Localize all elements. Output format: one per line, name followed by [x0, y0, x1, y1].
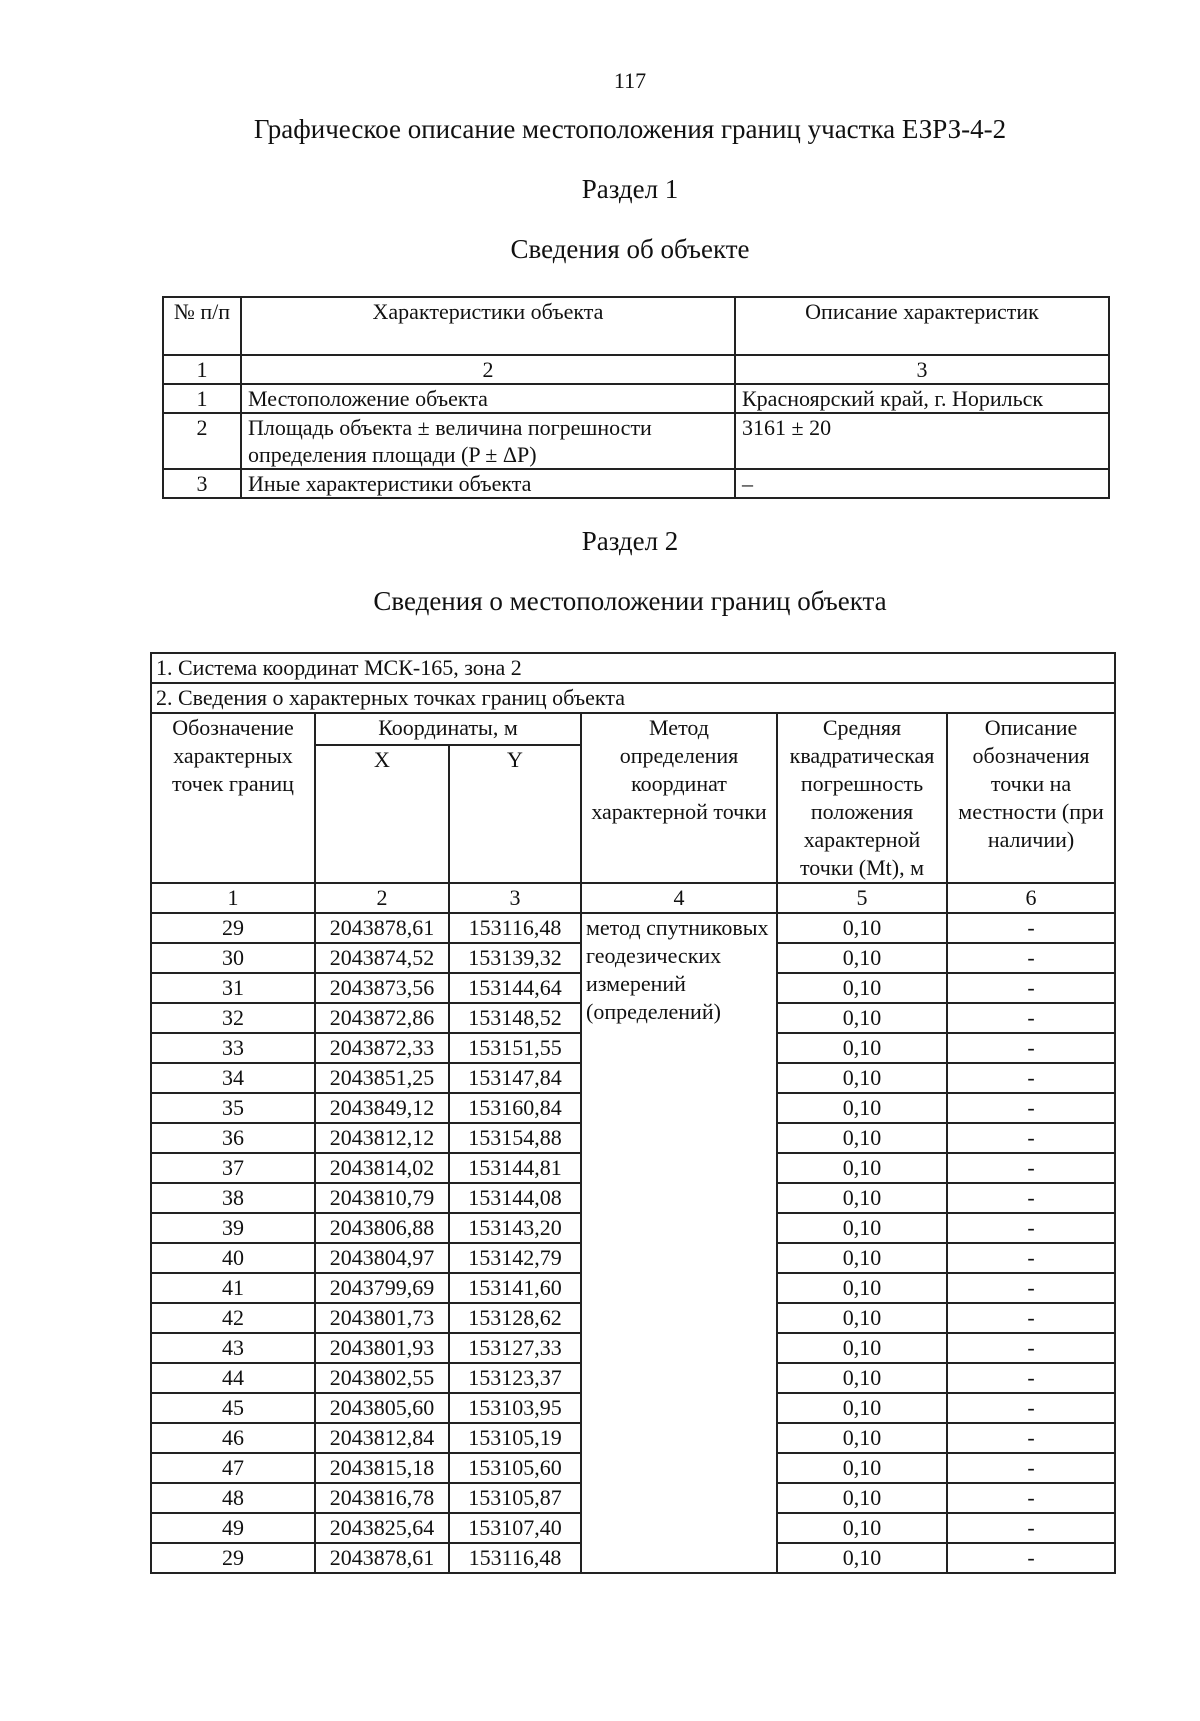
- coord-x: 2043878,61: [315, 913, 449, 943]
- coord-y: 153144,08: [449, 1183, 581, 1213]
- coord-x: 2043804,97: [315, 1243, 449, 1273]
- point-description: -: [947, 1273, 1115, 1303]
- mean-square-error: 0,10: [777, 973, 947, 1003]
- point-description: -: [947, 943, 1115, 973]
- coord-y: 153142,79: [449, 1243, 581, 1273]
- point-description: -: [947, 1543, 1115, 1573]
- point-id: 42: [151, 1303, 315, 1333]
- object-info-table: [162, 296, 1110, 499]
- point-id: 31: [151, 973, 315, 1003]
- table-row: [163, 469, 1109, 498]
- table-row: [163, 384, 1109, 413]
- characteristic-name: Площадь объекта ± величина погрешности определения площади (P ± ΔP): [241, 413, 735, 469]
- coord-x: 2043815,18: [315, 1453, 449, 1483]
- coord-y: 153107,40: [449, 1513, 581, 1543]
- coord-x: 2043874,52: [315, 943, 449, 973]
- coord-x: 2043806,88: [315, 1213, 449, 1243]
- coord-x: 2043873,56: [315, 973, 449, 1003]
- coord-x: 2043805,60: [315, 1393, 449, 1423]
- coord-y: 153139,32: [449, 943, 581, 973]
- coord-y: 153105,87: [449, 1483, 581, 1513]
- col-number: 6: [947, 883, 1115, 913]
- coord-x: 2043878,61: [315, 1543, 449, 1573]
- point-description: -: [947, 1033, 1115, 1063]
- coord-x: 2043810,79: [315, 1183, 449, 1213]
- col-header-method: Метод определения координат характерной точки: [581, 713, 777, 883]
- mean-square-error: 0,10: [777, 1213, 947, 1243]
- mean-square-error: 0,10: [777, 1423, 947, 1453]
- mean-square-error: 0,10: [777, 1483, 947, 1513]
- coord-x: 2043851,25: [315, 1063, 449, 1093]
- coord-y: 153143,20: [449, 1213, 581, 1243]
- point-description: -: [947, 913, 1115, 943]
- document-title: Графическое описание местоположения границ участка ЕЗРЗ-4-2: [253, 114, 1007, 144]
- coord-x: 2043801,93: [315, 1333, 449, 1363]
- col-number: 2: [241, 355, 735, 384]
- point-description: -: [947, 1183, 1115, 1213]
- col-header-description: Описание обозначения точки на местности (при наличии): [947, 713, 1115, 883]
- point-description: -: [947, 1483, 1115, 1513]
- coord-y: 153103,95: [449, 1393, 581, 1423]
- boundary-points-table: [150, 652, 1116, 1574]
- point-description: -: [947, 1243, 1115, 1273]
- coord-x: 2043849,12: [315, 1093, 449, 1123]
- col-number: 5: [777, 883, 947, 913]
- mean-square-error: 0,10: [777, 913, 947, 943]
- mean-square-error: 0,10: [777, 1063, 947, 1093]
- point-id: 46: [151, 1423, 315, 1453]
- coord-y: 153105,60: [449, 1453, 581, 1483]
- point-id: 29: [151, 913, 315, 943]
- characteristic-name: Местоположение объекта: [241, 384, 735, 413]
- characteristic-name: Иные характеристики объекта: [241, 469, 735, 498]
- mean-square-error: 0,10: [777, 1333, 947, 1363]
- coord-x: 2043802,55: [315, 1363, 449, 1393]
- point-id: 45: [151, 1393, 315, 1423]
- mean-square-error: 0,10: [777, 1273, 947, 1303]
- point-id: 36: [151, 1123, 315, 1153]
- coord-y: 153123,37: [449, 1363, 581, 1393]
- point-id: 37: [151, 1153, 315, 1183]
- coord-y: 153105,19: [449, 1423, 581, 1453]
- mean-square-error: 0,10: [777, 1033, 947, 1063]
- coord-x: 2043799,69: [315, 1273, 449, 1303]
- point-description: -: [947, 1453, 1115, 1483]
- mean-square-error: 0,10: [777, 1003, 947, 1033]
- point-id: 49: [151, 1513, 315, 1543]
- coord-y: 153144,81: [449, 1153, 581, 1183]
- col-header-y: Y: [449, 745, 581, 883]
- section2-heading: Раздел 2: [581, 526, 679, 556]
- col-number: 2: [315, 883, 449, 913]
- mean-square-error: 0,10: [777, 943, 947, 973]
- point-description: -: [947, 1063, 1115, 1093]
- col-number: 4: [581, 883, 777, 913]
- characteristic-value: 3161 ± 20: [735, 413, 1109, 469]
- coord-x: 2043872,33: [315, 1033, 449, 1063]
- col-header-error: Средняя квадратическая погрешность положения характерной точки (Mt), м: [777, 713, 947, 883]
- col-number: 3: [735, 355, 1109, 384]
- point-description: -: [947, 1093, 1115, 1123]
- coord-x: 2043801,73: [315, 1303, 449, 1333]
- coord-x: 2043814,02: [315, 1153, 449, 1183]
- coord-y: 153147,84: [449, 1063, 581, 1093]
- point-id: 40: [151, 1243, 315, 1273]
- section2-subheading: Сведения о местоположении границ объекта: [373, 586, 887, 616]
- col-header-point: Обозначение характерных точек границ: [151, 713, 315, 883]
- point-id: 38: [151, 1183, 315, 1213]
- table-row: [151, 913, 1115, 943]
- point-description: -: [947, 1153, 1115, 1183]
- coord-x: 2043872,86: [315, 1003, 449, 1033]
- point-id: 30: [151, 943, 315, 973]
- section1-subheading: Сведения об объекте: [510, 234, 750, 264]
- point-description: -: [947, 1303, 1115, 1333]
- point-id: 29: [151, 1543, 315, 1573]
- row-number: 1: [163, 384, 241, 413]
- coord-y: 153154,88: [449, 1123, 581, 1153]
- point-id: 34: [151, 1063, 315, 1093]
- mean-square-error: 0,10: [777, 1153, 947, 1183]
- mean-square-error: 0,10: [777, 1303, 947, 1333]
- col-number: 1: [151, 883, 315, 913]
- characteristic-value: Красноярский край, г. Норильск: [735, 384, 1109, 413]
- col-header-description: Описание характеристик: [735, 297, 1109, 355]
- page-number: 117: [613, 68, 647, 93]
- point-description: -: [947, 1513, 1115, 1543]
- point-description: -: [947, 1423, 1115, 1453]
- table-row: [163, 413, 1109, 469]
- method-cell: метод спутниковых геодезических измерений (определений): [581, 913, 777, 1573]
- point-id: 47: [151, 1453, 315, 1483]
- col-number: 1: [163, 355, 241, 384]
- coord-y: 153160,84: [449, 1093, 581, 1123]
- characteristic-value: –: [735, 469, 1109, 498]
- coord-y: 153128,62: [449, 1303, 581, 1333]
- mean-square-error: 0,10: [777, 1183, 947, 1213]
- mean-square-error: 0,10: [777, 1543, 947, 1573]
- point-description: -: [947, 1393, 1115, 1423]
- col-header-coordinates: Координаты, м: [315, 713, 581, 745]
- point-description: -: [947, 1213, 1115, 1243]
- row-number: 3: [163, 469, 241, 498]
- mean-square-error: 0,10: [777, 1363, 947, 1393]
- coord-x: 2043812,12: [315, 1123, 449, 1153]
- point-id: 44: [151, 1363, 315, 1393]
- coord-y: 153116,48: [449, 1543, 581, 1573]
- point-description: -: [947, 1363, 1115, 1393]
- point-description: -: [947, 1003, 1115, 1033]
- point-id: 35: [151, 1093, 315, 1123]
- col-header-x: X: [315, 745, 449, 883]
- mean-square-error: 0,10: [777, 1393, 947, 1423]
- coord-x: 2043816,78: [315, 1483, 449, 1513]
- coord-y: 153144,64: [449, 973, 581, 1003]
- col-header-number: № п/п: [163, 297, 241, 355]
- point-description: -: [947, 1333, 1115, 1363]
- point-description: -: [947, 1123, 1115, 1153]
- row-number: 2: [163, 413, 241, 469]
- points-caption: 2. Сведения о характерных точках границ объекта: [151, 683, 1115, 713]
- coordinate-system: 1. Система координат МСК-165, зона 2: [151, 653, 1115, 683]
- point-id: 32: [151, 1003, 315, 1033]
- coord-y: 153116,48: [449, 913, 581, 943]
- point-id: 39: [151, 1213, 315, 1243]
- mean-square-error: 0,10: [777, 1123, 947, 1153]
- col-header-characteristic: Характеристики объекта: [241, 297, 735, 355]
- point-id: 43: [151, 1333, 315, 1363]
- point-id: 33: [151, 1033, 315, 1063]
- mean-square-error: 0,10: [777, 1513, 947, 1543]
- coord-y: 153148,52: [449, 1003, 581, 1033]
- coord-y: 153151,55: [449, 1033, 581, 1063]
- section1-heading: Раздел 1: [581, 174, 679, 204]
- point-id: 48: [151, 1483, 315, 1513]
- point-id: 41: [151, 1273, 315, 1303]
- coord-x: 2043825,64: [315, 1513, 449, 1543]
- coord-x: 2043812,84: [315, 1423, 449, 1453]
- col-number: 3: [449, 883, 581, 913]
- mean-square-error: 0,10: [777, 1453, 947, 1483]
- mean-square-error: 0,10: [777, 1093, 947, 1123]
- coord-y: 153127,33: [449, 1333, 581, 1363]
- coord-y: 153141,60: [449, 1273, 581, 1303]
- point-description: -: [947, 973, 1115, 1003]
- mean-square-error: 0,10: [777, 1243, 947, 1273]
